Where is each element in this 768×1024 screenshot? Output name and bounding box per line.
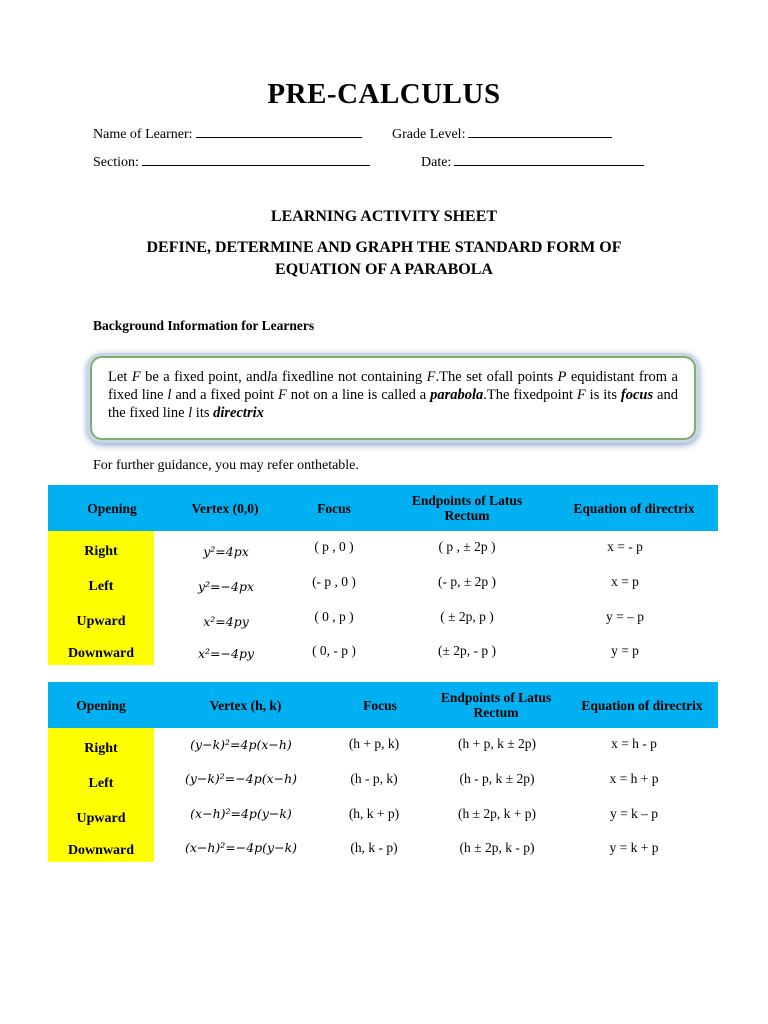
latus-value: (± 2p, - p )	[437, 643, 497, 658]
latus-value: (- p, ± 2p )	[437, 574, 497, 589]
definition-text: .The set ofall points	[435, 369, 558, 385]
focus-value: ( p , 0 )	[314, 539, 354, 554]
var-f: F	[576, 387, 586, 403]
definition-text: is its	[585, 387, 621, 403]
definition-text: equidistant from a fixed line	[108, 369, 678, 403]
section-field[interactable]	[93, 152, 370, 171]
table-row-label: Left	[88, 776, 114, 791]
table-row-label: Upward	[76, 811, 126, 826]
directrix-value: x = h - p	[611, 736, 657, 751]
col-header-directrix: Equation of directrix	[573, 500, 695, 516]
term-directrix: directrix	[213, 405, 264, 421]
table-row-label: Downward	[67, 646, 135, 661]
directrix-value: x = p	[611, 574, 639, 589]
term-focus: focus	[620, 387, 654, 403]
latus-value: (h ± 2p, k - p)	[459, 840, 535, 855]
definition-text: a fixedline not containing	[271, 369, 427, 385]
latus-value: ( p , ± 2p )	[438, 539, 496, 554]
latus-value: (h + p, k ± 2p)	[457, 736, 536, 751]
focus-value: ( 0, - p )	[312, 643, 356, 658]
focus-value: (h + p, k)	[348, 736, 400, 751]
directrix-value: y = – p	[606, 609, 644, 624]
var-l: l	[267, 369, 272, 385]
definition-text: .The fixedpoint	[483, 387, 577, 403]
latus-value: (h ± 2p, k + p)	[457, 806, 536, 821]
parabola-table-vertex-hk	[48, 682, 718, 862]
focus-value: ( 0 , p )	[314, 609, 354, 624]
col-header-directrix: Equation of directrix	[581, 697, 703, 713]
date-blank[interactable]	[454, 152, 644, 166]
focus-value: (h, k + p)	[348, 806, 400, 821]
col-header-focus: Focus	[363, 697, 397, 713]
vertex-equation: (y−k)²=4p(x−h)	[190, 737, 292, 752]
table-row-label: Right	[84, 741, 118, 756]
section-blank[interactable]	[142, 152, 370, 166]
directrix-value: y = k + p	[609, 840, 659, 855]
grade-level-label: Grade Level:	[392, 127, 466, 142]
parabola-table-origin	[48, 485, 718, 665]
name-of-learner-blank[interactable]	[196, 124, 362, 138]
table-row-label: Right	[84, 544, 118, 559]
definition-box	[90, 356, 696, 440]
name-of-learner-field[interactable]	[93, 124, 362, 143]
var-f: F	[277, 387, 287, 403]
latus-value: (h - p, k ± 2p)	[459, 771, 535, 786]
term-parabola: parabola	[430, 387, 484, 403]
var-p: P	[557, 369, 567, 385]
focus-value: (h - p, k)	[350, 771, 398, 786]
directrix-value: y = p	[611, 643, 639, 658]
vertex-equation: (y−k)²=−4p(x−h)	[184, 771, 298, 786]
var-l: l	[188, 405, 193, 421]
directrix-value: y = k – p	[609, 806, 659, 821]
sheet-heading: LEARNING ACTIVITY SHEET	[270, 208, 498, 225]
grade-level-blank[interactable]	[468, 124, 612, 138]
focus-value: (- p , 0 )	[312, 574, 356, 589]
definition-text: Let	[108, 369, 132, 385]
name-of-learner-label: Name of Learner:	[93, 127, 193, 142]
page-title: PRE-CALCULUS	[267, 78, 501, 110]
directrix-value: x = - p	[607, 539, 643, 554]
guidance-text: For further guidance, you may refer onthetable.	[93, 458, 359, 473]
var-f: F	[426, 369, 436, 385]
vertex-equation: (x−h)²=−4p(y−k)	[184, 840, 298, 855]
topic-heading-line2: EQUATION OF A PARABOLA	[275, 261, 493, 278]
latus-value: ( ± 2p, p )	[440, 609, 494, 624]
table-row-label: Downward	[67, 843, 135, 858]
definition-text: and a fixed point	[171, 387, 278, 403]
directrix-value: x = h + p	[609, 771, 659, 786]
var-f: F	[131, 369, 141, 385]
vertex-equation: (x−h)²=4p(y−k)	[190, 806, 292, 821]
col-header-vertex: Vertex (0,0)	[191, 500, 259, 516]
grade-level-field[interactable]	[392, 124, 612, 143]
col-header-focus: Focus	[317, 500, 351, 516]
col-header-latus-rectum: Endpoints of Latus Rectum	[440, 690, 552, 720]
table-header-row	[48, 485, 718, 531]
background-heading: Background Information for Learners	[93, 318, 315, 333]
vertex-equation: y²=4px	[203, 544, 249, 559]
definition-text: not on a line is called a	[286, 387, 431, 403]
var-l: l	[167, 387, 172, 403]
table-row-label: Left	[88, 579, 114, 594]
date-label: Date:	[421, 155, 452, 170]
definition-text: its	[192, 405, 214, 421]
table-row-label: Upward	[76, 614, 126, 629]
definition-text: and the fixed line	[108, 387, 678, 421]
col-header-opening: Opening	[76, 697, 126, 713]
col-header-vertex: Vertex (h, k)	[209, 697, 282, 713]
topic-heading-line1: DEFINE, DETERMINE AND GRAPH THE STANDARD FORM OF	[146, 239, 622, 256]
col-header-opening: Opening	[87, 500, 137, 516]
col-header-latus-rectum: Endpoints of Latus Rectum	[411, 493, 523, 523]
vertex-equation: y²=−4px	[197, 579, 255, 594]
table-header-row	[48, 682, 718, 728]
section-label: Section:	[93, 155, 139, 170]
date-field[interactable]	[421, 152, 644, 171]
focus-value: (h, k - p)	[350, 840, 398, 855]
vertex-equation: x²=−4py	[197, 646, 255, 661]
definition-text: be a fixed point, and	[140, 369, 268, 385]
vertex-equation: x²=4py	[203, 614, 249, 629]
